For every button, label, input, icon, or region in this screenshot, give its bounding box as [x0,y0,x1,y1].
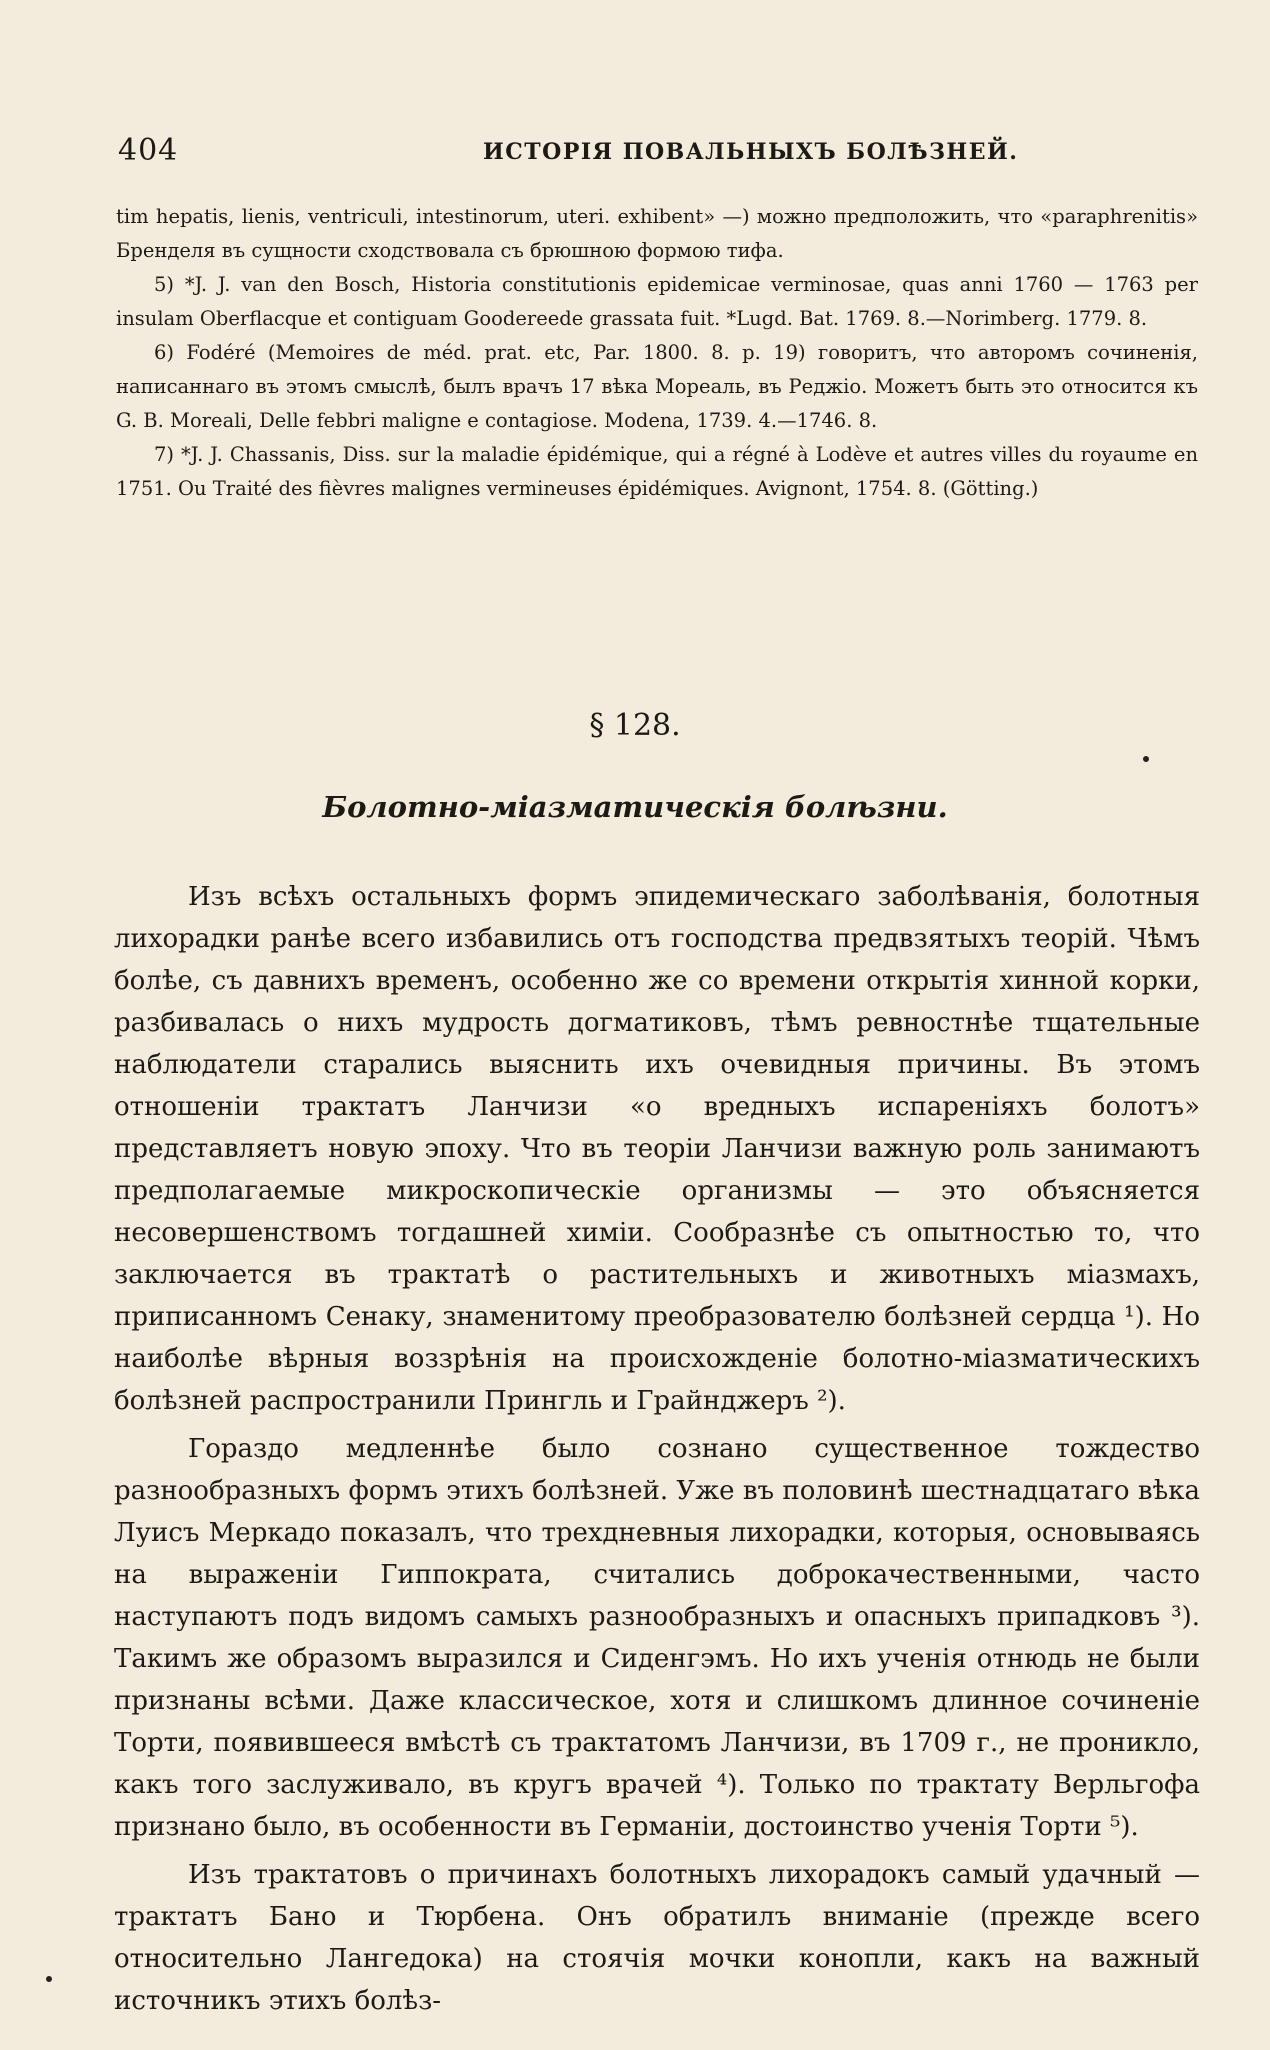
print-speck [46,1976,52,1982]
running-title: ИСТОРІЯ ПОВАЛЬНЫХЪ БОЛѢЗНЕЙ. [483,139,1019,165]
footnote-5: 5) *J. J. van den Bosch, Historia constitutionis epidemicae verminosae, quas anni 1760 — 1763 per insulam Oberflacque et contiguam Goodereede grassata fuit. *Lugd. Bat. 1769. 8.—Norimberg. 1779. 8. [116,273,1198,330]
print-speck [1143,756,1149,762]
page-number: 404 [118,133,179,168]
footnote-continuation: tim hepatis, lienis, ventriculi, intestinorum, uteri. exhibent» —) можно предположить, что «paraphrenitis» Бренделя въ сущности сходствовала съ брюшною формою тифа. [116,205,1198,262]
paragraph-2: Гораздо медленнѣе было сознано существенное тождество разнообразныхъ формъ этихъ болѣзней. Уже въ половинѣ шестнадцатаго вѣка Луисъ Меркадо показалъ, что трехдневныя лихорадки, которыя, основываясь на выраженіи Гиппократа, считались доброкачественными, часто наступаютъ подъ видомъ самыхъ разнообразныхъ и опасныхъ припадковъ ³). Такимъ же образомъ выразился и Сиденгэмъ. Но ихъ ученія отнюдь не были признаны всѣми. Даже классическое, хотя и слишкомъ длинное сочиненіе Торти, появившееся вмѣстѣ съ трактатомъ Ланчизи, въ 1709 г., не проникло, какъ того заслуживало, въ кругъ врачей ⁴). Только по трактату Верльгофа признано было, въ особенности въ Германіи, достоинство ученія Торти ⁵). [114,1434,1200,1842]
main-text [114,876,1200,2028]
section-number: § 128. [589,708,681,743]
section-title: Болотно-міазматическія болѣзни. [322,790,948,824]
footnote-7: 7) *J. J. Chassanis, Diss. sur la maladie épidémique, qui a régné à Lodève et autres villes du royaume en 1751. Ou Traité des fièvres malignes vermineuses épidémiques. Avignont, 1754. 8. (Götting.) [116,443,1198,500]
paragraph-1: Изъ всѣхъ остальныхъ формъ эпидемическаго заболѣванія, болотныя лихорадки ранѣе всего избавились отъ господства предвзятыхъ теорій. Чѣмъ болѣе, съ давнихъ временъ, особенно же со времени открытія хинной корки, разбивалась о нихъ мудрость догматиковъ, тѣмъ ревностнѣе тщательные наблюдатели старались выяснить ихъ очевидныя причины. Въ этомъ отношеніи трактатъ Ланчизи «о вредныхъ испареніяхъ болотъ» представляетъ новую эпоху. Что въ теоріи Ланчизи важную роль занимаютъ предполагаемые микроскопическіе организмы — это объясняется несовершенствомъ тогдашней химіи. Сообразнѣе съ опытностью то, что заключается въ трактатѣ о растительныхъ и животныхъ міазмахъ, приписанномъ Сенаку, знаменитому преобразователю болѣзней сердца ¹). Но наиболѣе вѣрныя воззрѣнія на происхожденіе болотно-міазматическихъ болѣзней распространили Прингль и Грайнджеръ ²). [114,882,1200,1416]
paragraph-3: Изъ трактатовъ о причинахъ болотныхъ лихорадокъ самый удачный — трактатъ Бано и Тюрбена. Онъ обратилъ вниманіе (прежде всего относительно Лангедока) на стоячія мочки конопли, какъ на важный источникъ этихъ болѣз- [114,1860,1200,2016]
footnote-6: 6) Fodéré (Memoires de méd. prat. etc, Par. 1800. 8. p. 19) говоритъ, что авторомъ сочиненія, написаннаго въ этомъ смыслѣ, былъ врачъ 17 вѣка Мореаль, въ Реджіо. Можетъ быть это относится къ G. B. Moreali, Delle febbri maligne e contagiose. Modena, 1739. 4.—1746. 8. [116,341,1198,432]
footnotes-block [116,200,1198,506]
page-header [118,133,1196,173]
